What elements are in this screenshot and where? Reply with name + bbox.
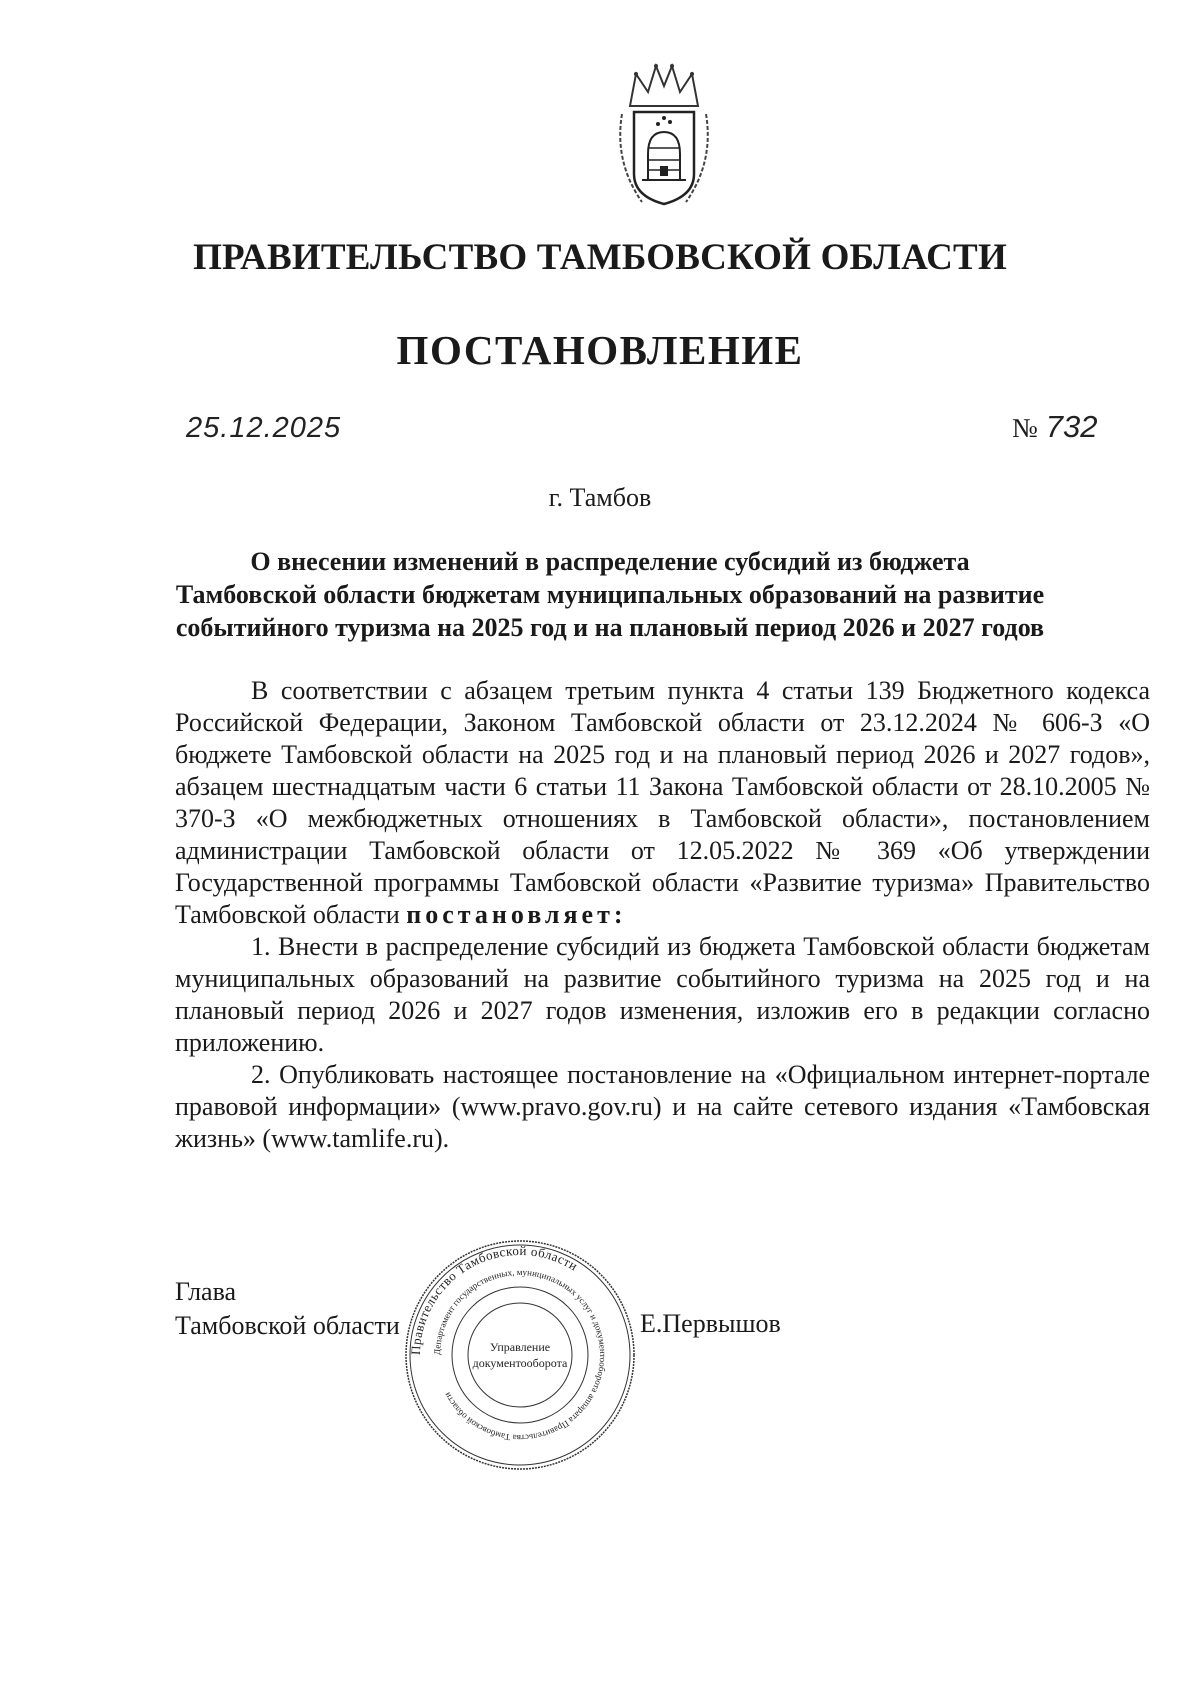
svg-text:Правительство Тамбовской облас	[408, 1243, 581, 1355]
tambov-coat-of-arms-icon	[612, 62, 716, 214]
document-type-title: ПОСТАНОВЛЕНИЕ	[396, 327, 804, 373]
signatory-name: Е.Первышов	[640, 1309, 781, 1338]
subject-line-1: О внесении изменений в распределение субсидий из бюджета	[250, 547, 970, 576]
government-title: ПРАВИТЕЛЬСТВО ТАМБОВСКОЙ ОБЛАСТИ	[193, 237, 1007, 278]
decree-body	[175, 675, 1150, 1155]
signatory-position-line-2: Тамбовской области	[175, 1311, 400, 1340]
item-2-paragraph: 2. Опубликовать настоящее постановление на «Официальном интернет-портале правовой информации» (www.pravo.gov.ru) и на сайте сетевого издания «Тамбовская жизнь» (www.tamlife.ru).	[175, 1060, 1150, 1153]
decree-date: 25.12.2025	[186, 412, 342, 444]
office-seal-stamp	[400, 1235, 640, 1475]
preamble-paragraph	[175, 675, 1150, 931]
city-line: г. Тамбов	[548, 483, 652, 512]
seal-ring-text: Департамент государственных, муниципальных услуг и документооборота аппарата Правительства Тамбовской области	[431, 1266, 609, 1444]
seal-outer-text: Правительство Тамбовской области	[407, 1242, 581, 1356]
decree-word: постановляет:	[406, 900, 627, 929]
decree-subject	[160, 545, 1060, 644]
seal-center-line-2: документооборота	[472, 1356, 568, 1370]
subject-line-3: событийного туризма на 2025 год и на плановый период 2026 и 2027 годов	[175, 613, 1045, 642]
svg-text:Департамент государственных, м	[432, 1267, 608, 1443]
subject-line-2: Тамбовской области бюджетам муниципальных образований на развитие	[175, 580, 1045, 609]
decree-number: 732	[1045, 409, 1098, 444]
seal-center-line-1: Управление	[489, 1340, 551, 1354]
signatory-position-line-1: Глава	[175, 1277, 237, 1306]
decree-number-block	[1012, 409, 1098, 445]
number-sign: №	[1012, 413, 1038, 443]
preamble-text: В соответствии с абзацем третьим пункта 4 статьи 139 Бюджетного кодекса Российской Федерации, Законом Тамбовской области от 23.12.2024 № 606-З «О бюджете Тамбовской области на 2025 год и на плановый период 2026 и 2027 годов», абзацем шестнадцатым части 6 статьи 11 Закона Тамбовской области от 28.10.2005 № 370-З «О межбюджетных отношениях в Тамбовской области», постановлением администрации Тамбовской области от 12.05.2022 № 369 «Об утверждении Государственной программы Тамбовской области «Развитие туризма» Правительство Тамбовской области	[175, 676, 1150, 929]
signatory-position	[175, 1275, 400, 1343]
item-1-paragraph: 1. Внести в распределение субсидий из бюджета Тамбовской области бюджетам муниципальных образований на развитие событийного туризма на 2025 год и на плановый период 2026 и 2027 годов изменения, изложив его в редакции согласно приложению.	[175, 932, 1150, 1057]
